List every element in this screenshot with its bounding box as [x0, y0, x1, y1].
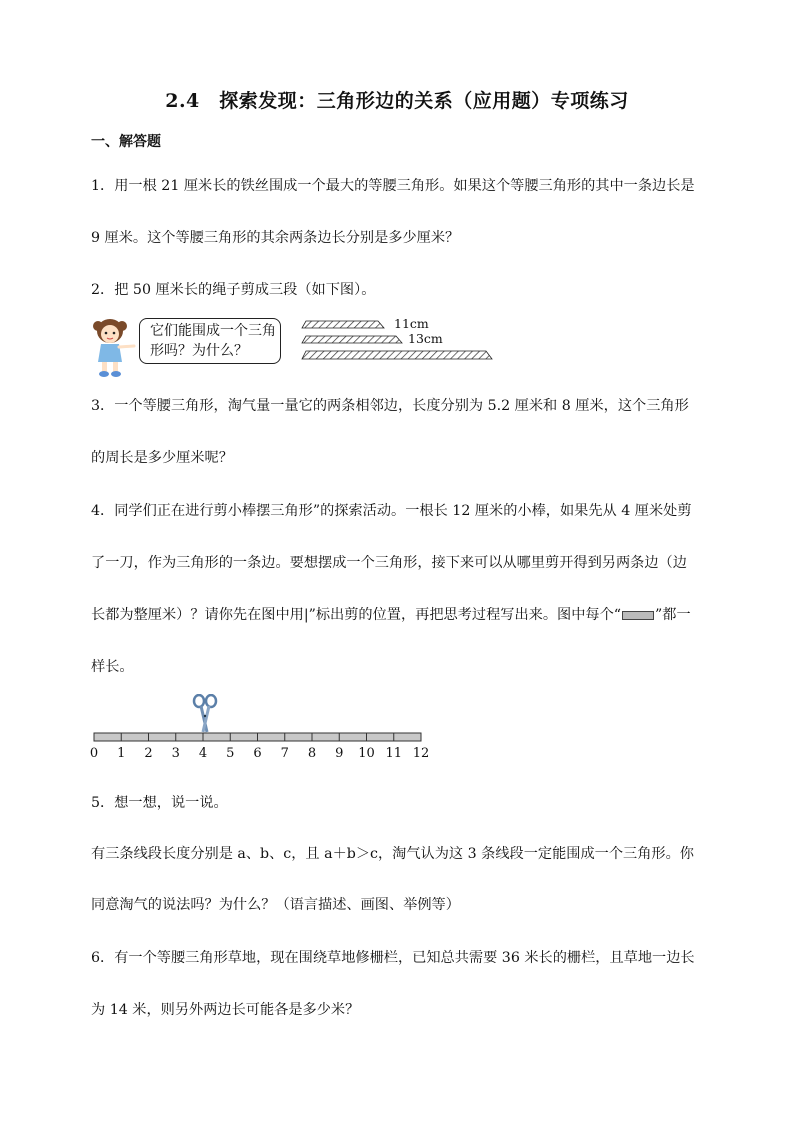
- ruler-tick-label: 2: [144, 746, 153, 761]
- ruler-tick-label: 12: [412, 746, 430, 761]
- q4-line1: 4．同学们正在进行剪小棒摆三角形”的探索活动。一根长 12 厘米的小棒，如果先从 4 厘米处剪: [91, 503, 692, 519]
- ruler-tick-label: 6: [253, 746, 262, 761]
- rope-segment-2: [302, 336, 402, 343]
- q3-line1: 3．一个等腰三角形，淘气量一量它的两条相邻边，长度分别为 5.2 厘米和 8 厘米，这个三角形: [91, 398, 689, 414]
- ruler-tick-label: 7: [280, 746, 289, 761]
- ruler-tick-label: 8: [307, 746, 317, 761]
- rope-label-11cm: 11cm: [394, 316, 429, 331]
- rope-segment-3: [302, 351, 492, 359]
- q1-line2: 9 厘米。这个等腰三角形的其余两条边长分别是多少厘米？: [91, 230, 460, 246]
- q2-line1: 2．把 50 厘米长的绳子剪成三段（如下图）。: [91, 282, 376, 298]
- q5-line1: 5．想一想，说一说。: [91, 795, 228, 811]
- q4-line4: 样长。: [91, 659, 134, 675]
- section-heading: 一、解答题: [91, 134, 161, 150]
- ruler-tick-label: 11: [385, 746, 403, 761]
- ruler-tick-label: 5: [226, 746, 235, 761]
- q5-line2: 有三条线段长度分别是 a、b、c，且 a＋b＞c，淘气认为这 3 条线段一定能围成一个三角形。你: [91, 846, 694, 862]
- stick-ruler: [93, 732, 429, 744]
- q4-line3-text-b: ”都一: [655, 607, 691, 623]
- ruler-tick-label: 3: [171, 746, 180, 761]
- q6-line1: 6．有一个等腰三角形草地，现在围绕草地修栅栏，已知总共需要 36 米长的栅栏，且草地一边长: [91, 950, 695, 966]
- q4-line2: 了一刀，作为三角形的一条边。要想摆成一个三角形，接下来可以从哪里剪开得到另两条边（边: [91, 555, 687, 571]
- ruler-tick-label: 1: [117, 746, 126, 761]
- q4-line3-text-a: 长都为整厘米）？请你先在图中用|”标出剪的位置，再把思考过程写出来。图中每个“: [91, 607, 622, 623]
- q1-line1: 1．用一根 21 厘米长的铁丝围成一个最大的等腰三角形。如果这个等腰三角形的其中一条边长是: [91, 178, 695, 194]
- q5-line3: 同意淘气的说法吗？为什么？（语言描述、画图、举例等）: [91, 897, 460, 913]
- speech-bubble: [139, 318, 281, 364]
- girl-illustration-icon: [88, 316, 140, 378]
- q4-line3: [91, 604, 691, 624]
- ruler-segment-icon: [622, 611, 654, 620]
- ruler-tick-label: 0: [89, 746, 99, 761]
- q6-line2: 为 14 米，则另外两边长可能各是多少米？: [91, 1002, 360, 1018]
- speech-bubble-text: 它们能围成一个三角形吗？为什么？: [150, 323, 276, 359]
- ruler-tick-label: 9: [335, 746, 344, 761]
- q3-line2: 的周长是多少厘米呢？: [91, 450, 233, 466]
- ruler-tick-label: 4: [198, 746, 208, 761]
- scissors-icon: [192, 694, 218, 734]
- rope-label-13cm: 13cm: [408, 331, 443, 346]
- ruler-tick-label: 10: [358, 746, 375, 761]
- page-title: 2.4 探索发现：三角形边的关系（应用题）专项练习: [165, 90, 629, 112]
- rope-segment-1: [302, 321, 384, 328]
